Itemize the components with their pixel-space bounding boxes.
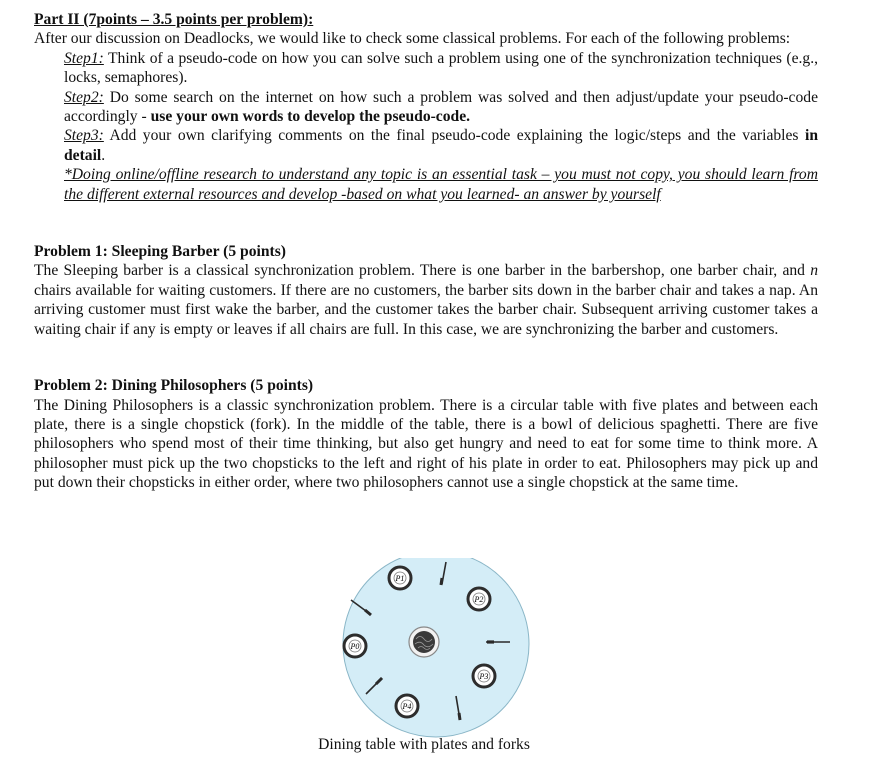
step-2-bold: use your own words to develop the pseudo-code. <box>150 108 471 126</box>
step-3-tail: . <box>101 146 106 164</box>
step-2-label: Step2: <box>64 88 104 106</box>
dining-table-figure <box>336 558 536 758</box>
variable-n: n <box>810 262 818 280</box>
plate-label-p2: P2 <box>474 595 484 604</box>
problem-1-title: Problem 1: Sleeping Barber (5 points) <box>34 243 286 261</box>
spaghetti-bowl <box>409 627 439 657</box>
plate-p0 <box>344 635 366 657</box>
plate-label-p4: P4 <box>402 702 412 711</box>
step-2-text: Do some search on the internet on how such a problem was solved and then adjust/update your pseudo-code accordingly - <box>64 88 818 126</box>
step-3-bold: in detail <box>64 127 818 164</box>
plate-label-p1: P1 <box>395 574 405 583</box>
figure-caption: Dining table with plates and forks <box>318 736 530 753</box>
step-1-text: Think of a pseudo-code on how you can solve such a problem using one of the synchronization techniques (e.g., locks, semaphores). <box>64 49 818 87</box>
plate-p4 <box>396 695 418 717</box>
step-3-text: Add your own clarifying comments on the final pseudo-code explaining the logic/steps and the variables <box>103 127 805 145</box>
step-3-label: Step3: <box>64 127 104 145</box>
step-1-label: Step1: <box>64 49 104 67</box>
plate-label-p0: P0 <box>350 642 360 651</box>
part-intro: After our discussion on Deadlocks, we would like to check some classical problems. For each of the following problems: <box>34 30 791 48</box>
problem-2-text: The Dining Philosophers is a classic synchronization problem. There is a circular table with five plates and between each plate, there is a single chopstick (fork). In the middle of the table, there is a bowl of delicious spaghetti. There are five philosophers who spend most of their time thinking, but also get hungry and need to eat for some time to think more. A philosopher must pick up the two chopsticks to the left and right of his plate in order to eat. Philosophers may pick up and put down their chopsticks in either order, where two philosophers cannot use a single chopstick at the same time. <box>34 396 818 492</box>
step-2 <box>64 88 818 127</box>
plate-p1 <box>389 567 411 589</box>
problem-1-text: The Sleeping barber is a classical synchronization problem. There is one barber in the barbershop, one barber chair, and n chairs available for waiting customers. If there are no customers, the barber sits down in the barber chair and takes a nap. An arriving customer must first wake the barber, and the customer takes the barber chair. Subsequent arriving customer takes a waiting chair if any is empty or leaves if all chairs are full. In this case, we are synchronizing the barber and customers. <box>34 262 818 338</box>
plate-p2 <box>468 588 490 610</box>
plate-label-p3: P3 <box>479 672 489 681</box>
step-1 <box>64 49 818 88</box>
step-3 <box>64 126 818 165</box>
problem-2-title: Problem 2: Dining Philosophers (5 points) <box>34 377 314 395</box>
research-note: *Doing online/offline research to understand any topic is an essential task – you must not copy, you should learn from the different external resources and develop -based on what you learned- an answer by yourself <box>64 166 818 203</box>
document-body <box>34 10 818 493</box>
part-title: Part II (7points – 3.5 points per problem): <box>34 11 314 28</box>
plate-p3 <box>473 665 495 687</box>
